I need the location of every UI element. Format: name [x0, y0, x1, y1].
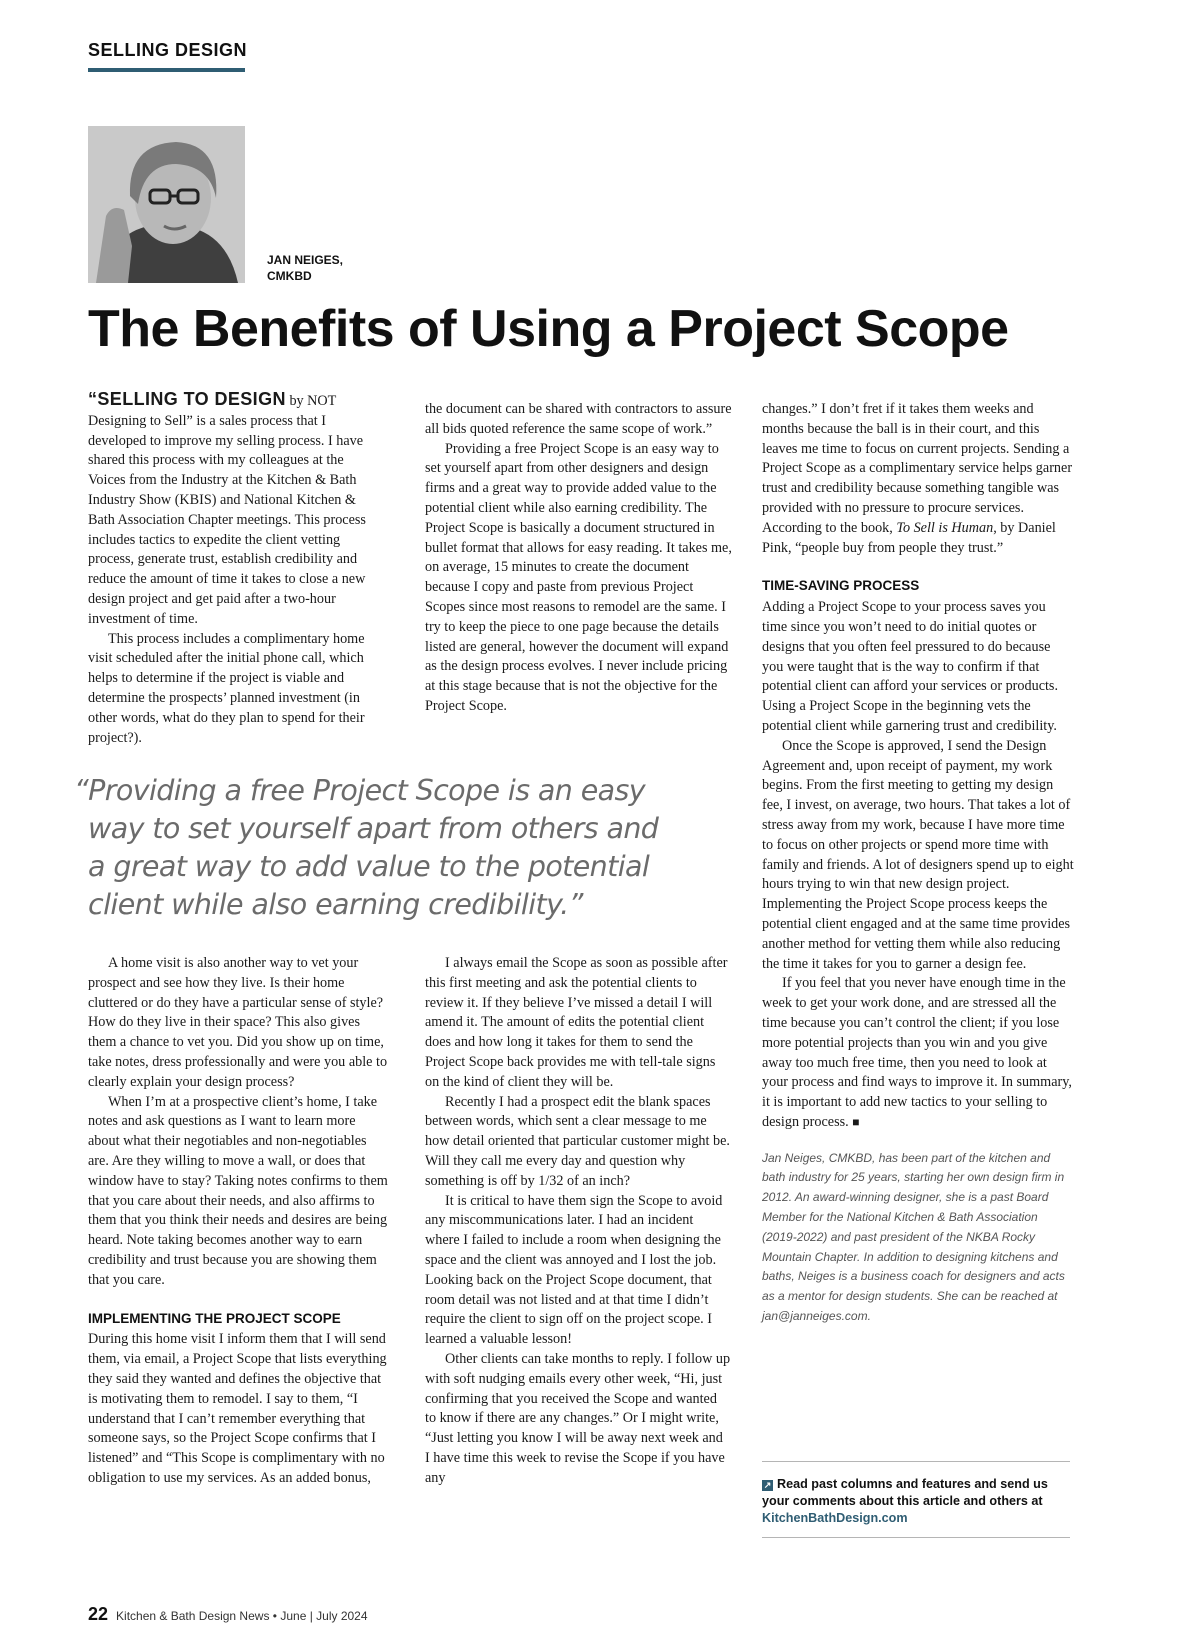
- article-title: The Benefits of Using a Project Scope: [88, 300, 1009, 358]
- pull-quote-line: “Providing a free Project Scope is an easy: [74, 774, 646, 807]
- book-title: To Sell is Human: [896, 519, 994, 536]
- external-link-icon: ↗: [763, 1480, 772, 1490]
- lead-caps: “SELLING TO DESIGN: [88, 389, 286, 409]
- author-portrait-icon: [88, 126, 245, 283]
- column-1-bottom: [88, 954, 388, 1489]
- subhead-implementing: IMPLEMENTING THE PROJECT SCOPE: [88, 1310, 341, 1326]
- column-2-bottom: [425, 954, 731, 1489]
- footer-separator: •: [272, 1609, 277, 1623]
- paragraph: When I’m at a prospective client’s home, I take notes and ask questions as I want to learn more about what their negotiables and non-negotiables are. Are they willing to move a wall, or does that window have to stay? Taking notes confirms to them that you care about their needs, and also affirms to them that you think their needs and desires are being heard. Note taking becomes another way to earn credibility and trust because you are showing them that you care.: [88, 1093, 388, 1288]
- page-footer: [88, 1604, 368, 1625]
- section-label: SELLING DESIGN: [88, 40, 248, 60]
- lead-paragraph: [88, 390, 380, 630]
- column-1-top: [88, 390, 380, 748]
- pull-quote-line: client while also earning credibility.”: [88, 888, 583, 921]
- paragraph: [762, 974, 1074, 1132]
- publication-name: Kitchen & Bath Design News: [116, 1609, 270, 1623]
- pull-quote: [74, 772, 659, 924]
- pull-quote-line: a great way to add value to the potential: [88, 850, 650, 883]
- author-bio: Jan Neiges, CMKBD, has been part of the kitchen and bath industry for 25 years, starting her own design firm in 2012. An award-winning designer, she is a past Board Member for the National Kitchen & Bath Association (2019-2022) and past president of the NKBA Rocky Mountain Chapter. In addition to designing kitchens and baths, Neiges is a business coach for designers and acts as a mentor for design students. She can be reached at jan@janneiges.com.: [762, 1150, 1065, 1324]
- cta-box: [762, 1461, 1070, 1538]
- pull-quote-line: way to set yourself apart from others and: [88, 812, 659, 845]
- cta-link[interactable]: KitchenBathDesign.com: [762, 1511, 908, 1525]
- paragraph: Adding a Project Scope to your process saves you time since you won’t need to do initial quotes or designs that you often feel pressured to do because you were taught that is the way to confirm if that potential client can afford your services or products. Using a Project Scope in the beginning vets the potential client while garnering trust and credibility.: [762, 599, 1058, 734]
- author-name: JAN NEIGES,: [267, 253, 344, 267]
- column-2-top: [425, 400, 733, 717]
- paragraph: Other clients can take months to reply. I follow up with soft nudging emails every other week, “Hi, just confirming that you received the Scope and wanted to know if there are any changes.” Or I might write, “Just letting you know I will be away next week and I have time this week to revise the Scope if you have any: [425, 1350, 731, 1486]
- cta-text: Read past columns and features and send us your comments about this article and others at: [762, 1477, 1048, 1508]
- text-run: , by Daniel Pink, “people buy from people they trust.”: [762, 519, 1056, 556]
- subhead-timesaving: TIME-SAVING PROCESS: [762, 578, 920, 594]
- paragraph: I always email the Scope as soon as possible after this first meeting and ask the potential clients to review it. If they believe I’ve missed a detail I will amend it. The amount of edits the potential client does and how long it takes for them to send the Project Scope back provides me with tell-tale signs on the kind of client they will be.: [425, 955, 728, 1090]
- paragraph: the document can be shared with contractors to assure all bids quoted reference the same scope of work.”: [425, 401, 732, 437]
- paragraph: A home visit is also another way to vet your prospect and see how they live. Is their home cluttered or do they have a particular sense of style? How do they live in their space? This also gives them a chance to vet you. Did you show up on time, take notes, dress professionally and were you able to clearly explain your design process?: [88, 955, 388, 1090]
- paragraph: It is critical to have them sign the Scope to avoid any miscommunications later. I had an incident where I failed to include a room when designing the space and the client was annoyed and I lost the job. Looking back on the Project Scope document, that room detail was not listed and at that time I didn’t require the client to sign off on the project scope. I learned a valuable lesson!: [425, 1192, 723, 1348]
- paragraph: During this home visit I inform them that I will send them, via email, a Project Scope that lists everything they said they wanted and defines the objective that is motivating them to remodel. I say to them, “I understand that I can’t remember everything that someone says, so the Project Scope confirms that I listened” and “This Scope is complimentary with no obligation to use my services. As an added bonus,: [88, 1331, 387, 1486]
- column-3: [762, 400, 1074, 1327]
- text-run: If you feel that you never have enough time in the week to get your work done, and are stressed all the time because you can’t control the client; if you lose more potential projects than you win and you give away too much free time, then you need to look at your process and find ways to improve it. In summary, it is important to add new tactics to your selling to design process.: [762, 975, 1072, 1130]
- author-byline: [267, 252, 343, 284]
- page-number: 22: [88, 1604, 109, 1624]
- paragraph: This process includes a complimentary home visit scheduled after the initial phone call, which helps to determine if the project is viable and determine the prospects’ planned investment (in other words, what do they plan to spend for their project?).: [88, 630, 365, 746]
- issue-date: June | July 2024: [280, 1609, 368, 1623]
- end-mark-icon: ■: [852, 1114, 860, 1129]
- lead-text: by NOT Designing to Sell” is a sales process that I developed to improve my selling process. I have shared this process with my colleagues at the Voices from the Industry at the Kitchen & Bath Industry Show (KBIS) and National Kitchen & Bath Association Chapter meetings. This process includes tactics to expedite the client vetting process, generate trust, establish credibility and reduce the amount of time it takes to close a new design project and get paid after a two-hour investment of time.: [88, 393, 366, 627]
- paragraph: Recently I had a prospect edit the blank spaces between words, which sent a clear message to me how detail oriented that particular customer might be. Will they call me every day and question why something is off by 1/32 of an inch?: [425, 1093, 730, 1189]
- text-run: changes.” I don’t fret if it takes them weeks and months because the ball is in their court, and this leaves me time to focus on current projects. Sending a Project Scope as a complimentary service helps garner trust and credibility because something tangible was provided with no pressure to procure services. According to the book,: [762, 401, 1073, 536]
- paragraph: [762, 400, 1074, 558]
- paragraph: Once the Scope is approved, I send the Design Agreement and, upon receipt of payment, my work begins. From the first meeting to getting my design fee, I invest, on average, two hours. That takes a lot of stress away from my work, because I have more time to focus on other projects or spend more time with family and friends. A lot of designers spend up to eight hours trying to win that new design project. Implementing the Project Scope process keeps the potential client engaged and at the same time provides another method for vetting them while also reducing the time it takes for you to garner a design fee.: [762, 737, 1074, 972]
- author-photo: [88, 126, 245, 283]
- author-credential: CMKBD: [267, 269, 312, 283]
- section-rule: [88, 68, 245, 72]
- paragraph: Providing a free Project Scope is an easy way to set yourself apart from other designers and design firms and a great way to provide added value to the potential client while also earning credibility. The Project Scope is basically a document structured in bullet format that allows for easy reading. It takes me, on average, 15 minutes to create the document because I copy and paste from previous Project Scopes since most reasons to remodel are the same. I try to keep the piece to one page because the details listed are general, however the document will expand as the design process evolves. I never include pricing at this stage because that is not the objective for the Project Scope.: [425, 440, 732, 714]
